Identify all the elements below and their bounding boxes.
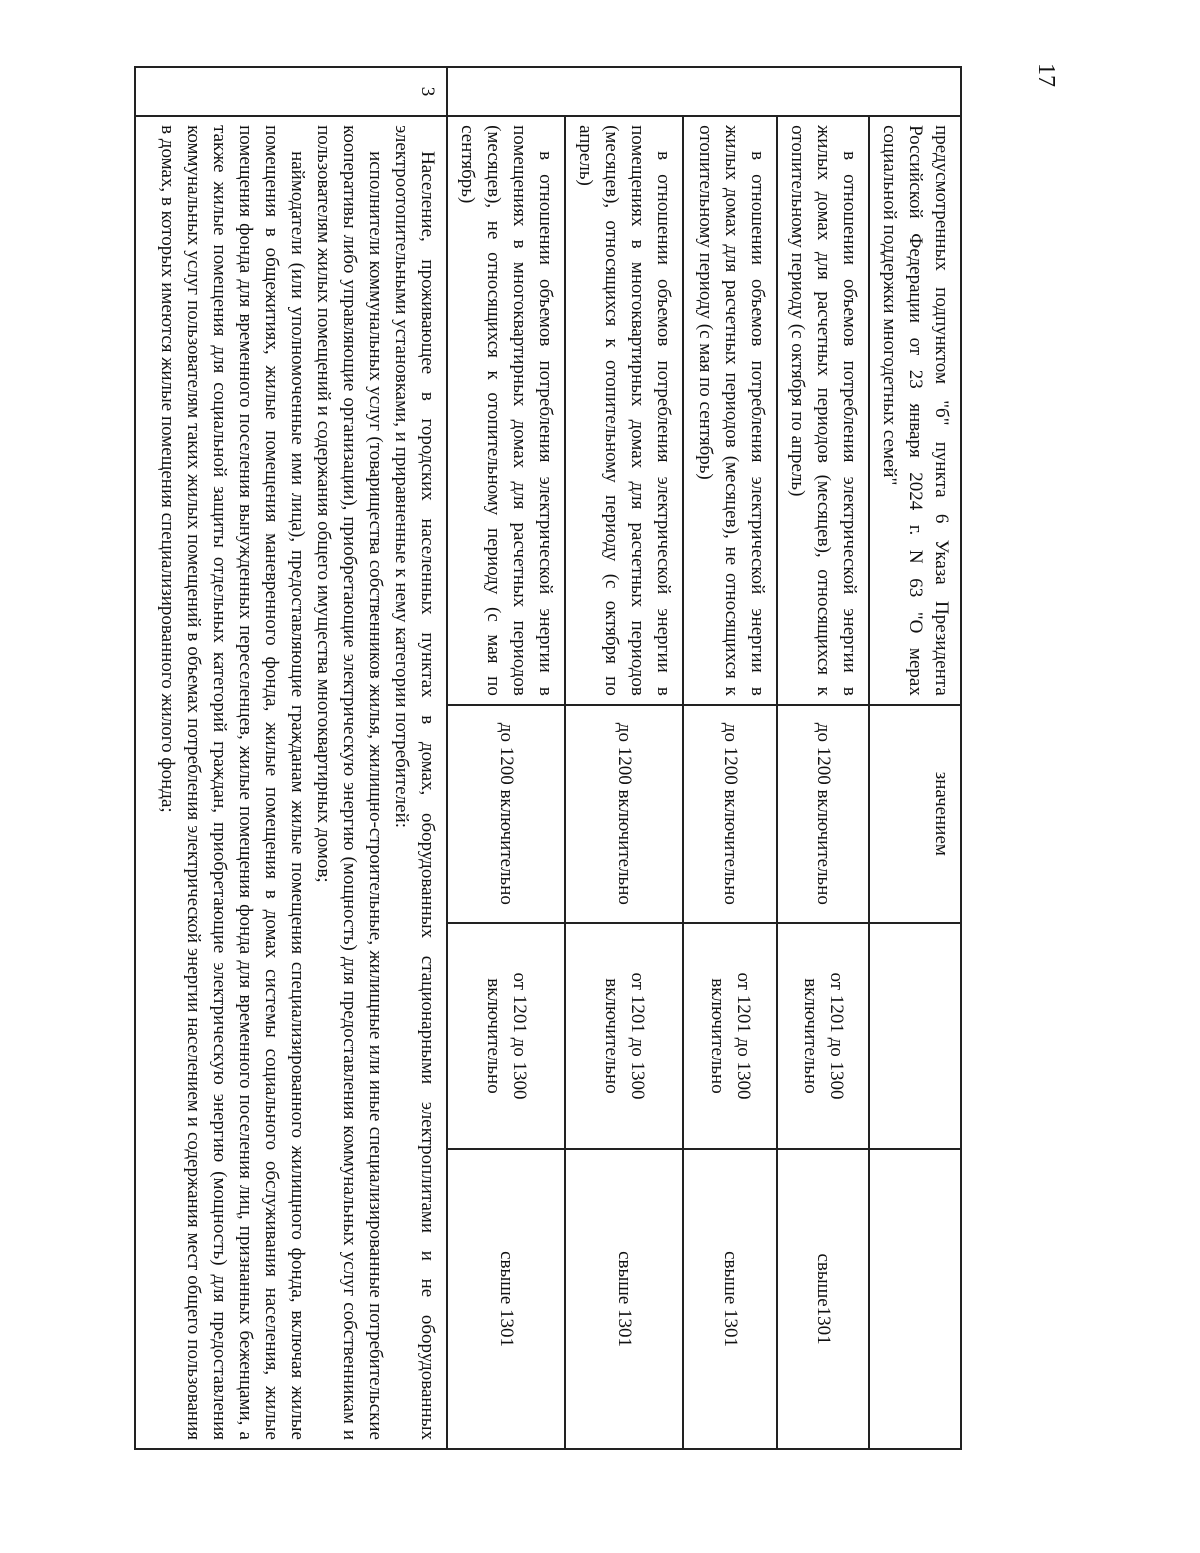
row-description: в отношении объемов потребления электрической энергии в помещениях в многоквартирных домах для расчетных периодов (месяцев), не относящихся к отопительному периоду (с мая по сентябрь) [447,116,565,705]
range-1-cell: значением [869,705,961,923]
range-2-cell: от 1201 до 1300 включительно [447,923,565,1149]
section-3-paragraph-1: Население, проживающее в городских населенных пунктах в домах, оборудованных стационарными электроплитами и не оборудованных электроотопительными установками, и приравненные к нему категории потребителей: [391,125,438,1440]
row-description: в отношении объемов потребления электрической энергии в жилых домах для расчетных периодов (месяцев), относящихся к отопительному периоду (с октября по апрель) [777,116,869,705]
row-description: предусмотренных подпунктом "б" пункта 6 Указа Президента Российской Федерации от 23 января 2024 г. N 63 "О мерах социальной поддержки многодетных семей" [869,116,961,705]
range-3-cell: свыше 1301 [565,1149,683,1449]
section-number-cell: 3 [135,67,447,116]
range-3-cell: свыше 1301 [447,1149,565,1449]
tariff-table [134,66,962,1450]
range-1-cell: до 1200 включительно [683,705,777,923]
range-2-cell [869,923,961,1149]
range-1-cell: до 1200 включительно [565,705,683,923]
table-row [777,67,869,1449]
range-1-cell: до 1200 включительно [447,705,565,923]
section-3-paragraph-3: наймодатели (или уполномоченные ими лица), предоставляющие гражданам жилые помещения специализированного жилищного фонда, включая жилые помещения в общежитиях, жилые помещения маневренного фонда, жилые помещения в домах системы социального обслуживания населения, жилые помещения фонда для временного поселения вынужденных переселенцев, жилые помещения фонда для временного поселения лиц, признанных беженцами, а также жилые помещения для социальной защиты отдельных категорий граждан, приобретающие электрическую энергию (мощность) для предоставления коммунальных услуг пользователям таких жилых помещений в объемах потребления электрической энергии населением и содержания мест общего пользования в домах, в которых имеются жилые помещения специализированного жилого фонда; [157,125,308,1440]
range-3-cell [869,1149,961,1449]
rotated-table-wrapper [134,66,962,1450]
range-3-cell: свыше 1301 [683,1149,777,1449]
table-row [565,67,683,1449]
range-2-cell: от 1201 до 1300 включительно [777,923,869,1149]
row-description: в отношении объемов потребления электрической энергии в жилых домах для расчетных периодов (месяцев), не относящихся к отопительному периоду (с мая по сентябрь) [683,116,777,705]
range-2-cell: от 1201 до 1300 включительно [683,923,777,1149]
range-1-cell: до 1200 включительно [777,705,869,923]
table-row [683,67,777,1449]
range-2-cell: от 1201 до 1300 включительно [565,923,683,1149]
range-3-cell: свыше1301 [777,1149,869,1449]
row-description: в отношении объемов потребления электрической энергии в помещениях в многоквартирных домах для расчетных периодов (месяцев), относящихся к отопительному периоду (с октября по апрель) [565,116,683,705]
table-row-section-3 [135,67,447,1449]
table-row [869,67,961,1449]
table-row [447,67,565,1449]
section-3-paragraph-2: исполнители коммунальных услуг (товарищества собственников жилья, жилищно-строительные, жилищные или иные специализированные потребительские кооперативы либо управляющие организации), приобретающие электрическую энергию (мощность) для предоставления коммунальных услуг собственникам и пользователям жилых помещений и содержания общего имущества многоквартирных домов; [313,125,386,1440]
page-number: 17 [1033,63,1059,87]
row-number-cell [447,67,961,116]
section-3-text-cell [135,116,447,1449]
